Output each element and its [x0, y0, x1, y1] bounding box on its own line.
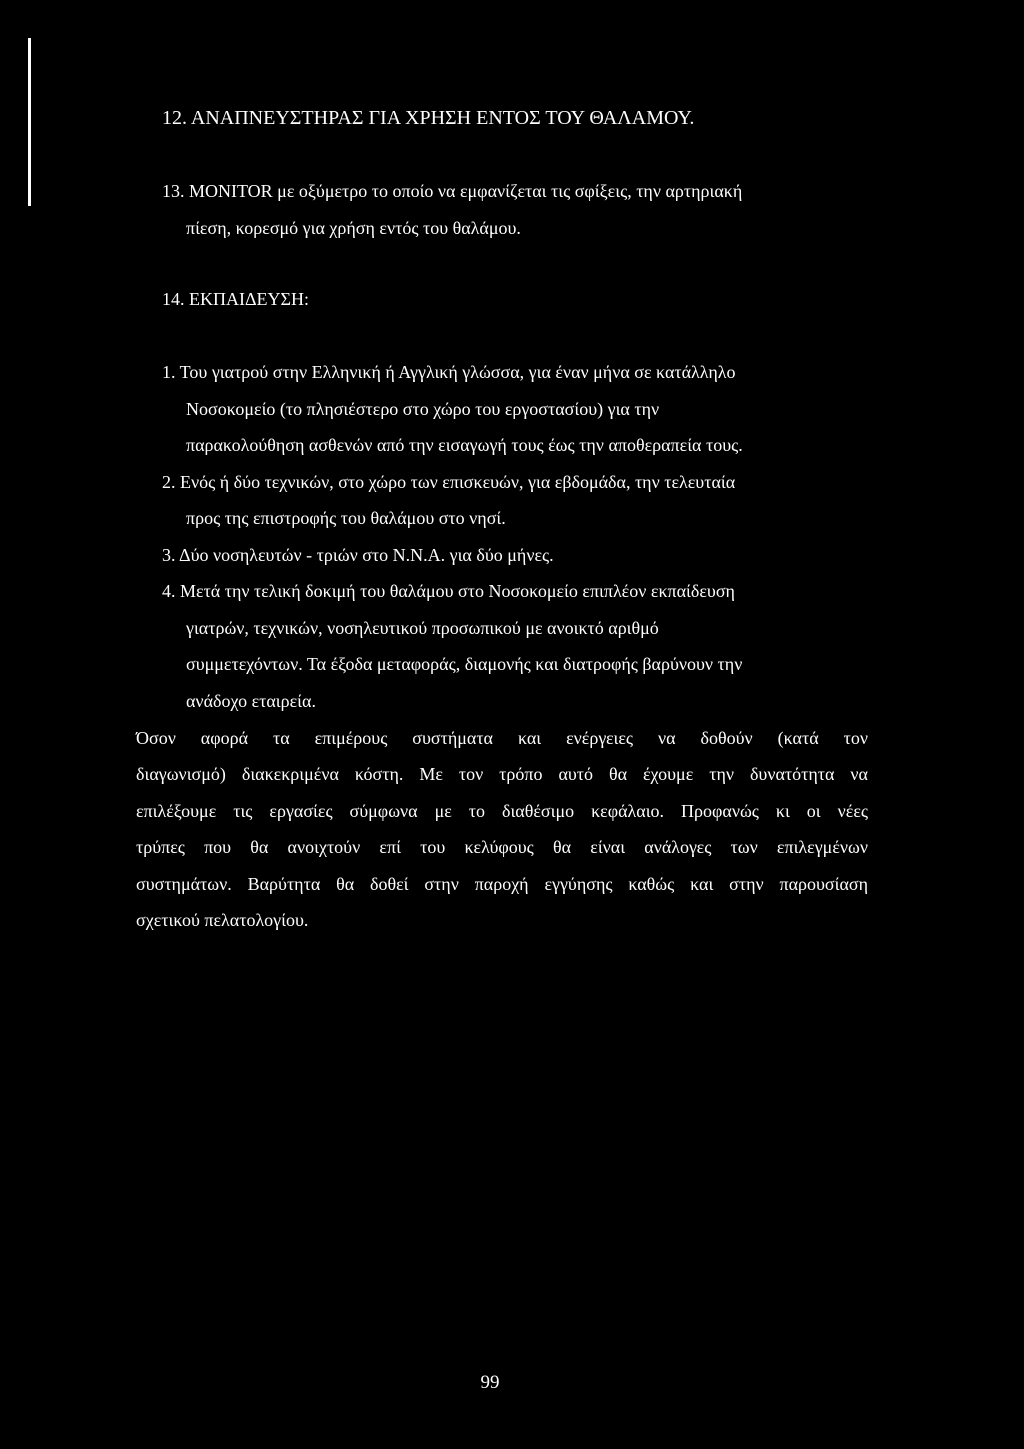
training-item-1-line-3: παρακολούθηση ασθενών από την εισαγωγή τους έως την αποθεραπεία τους. — [186, 435, 743, 455]
closing-paragraph-line-5: συστημάτων. Βαρύτητα θα δοθεί στην παροχή εγγύησης καθώς και στην παρουσίαση — [136, 874, 868, 894]
section-13-line-1: 13. MONITOR με οξύμετρο το οποίο να εμφανίζεται τις σφίξεις, την αρτηριακή — [162, 181, 743, 201]
section-12-heading: 12. ΑΝΑΠΝΕΥΣΤΗΡΑΣ ΓΙΑ ΧΡΗΣΗ ΕΝΤΟΣ ΤΟΥ ΘΑΛΑΜΟΥ. — [162, 107, 695, 129]
training-item-3-line-1: 3. Δύο νοσηλευτών - τριών στο Ν.Ν.Α. για δύο μήνες. — [162, 545, 554, 565]
closing-paragraph-line-1: Όσον αφορά τα επιμέρους συστήματα και ενέργειες να δοθούν (κατά τον — [136, 728, 868, 748]
closing-paragraph-line-4: τρύπες που θα ανοιχτούν επί του κελύφους θα είναι ανάλογες των επιλεγμένων — [136, 837, 868, 857]
training-item-1-line-2: Νοσοκομείο (το πλησιέστερο στο χώρο του εργοστασίου) για την — [186, 399, 660, 419]
training-item-1-line-1: 1. Του γιατρού στην Ελληνική ή Αγγλική γλώσσα, για έναν μήνα σε κατάλληλο — [162, 362, 736, 382]
training-item-2-line-1: 2. Ενός ή δύο τεχνικών, στο χώρο των επισκευών, για εβδομάδα, την τελευταία — [162, 472, 736, 492]
training-item-2-line-2: προς της επιστροφής του θαλάμου στο νησί. — [186, 508, 506, 528]
closing-paragraph-line-2: διαγωνισμό) διακεκριμένα κόστη. Με τον τρόπο αυτό θα έχουμε την δυνατότητα να — [136, 764, 868, 784]
closing-paragraph-line-3: επιλέξουμε τις εργασίες σύμφωνα με το διαθέσιμο κεφάλαιο. Προφανώς κι οι νέες — [136, 801, 868, 821]
training-item-4-line-3: συμμετεχόντων. Τα έξοδα μεταφοράς, διαμονής και διατροφής βαρύνουν την — [186, 654, 743, 674]
page-number: 99 — [480, 1372, 500, 1393]
section-14-title: 14. ΕΚΠΑΙΔΕΥΣΗ: — [162, 289, 310, 309]
section-13-line-2: πίεση, κορεσμό για χρήση εντός του θαλάμου. — [186, 218, 521, 238]
closing-paragraph-line-6: σχετικού πελατολογίου. — [136, 910, 309, 930]
margin-change-bar — [28, 38, 31, 206]
training-item-4-line-4: ανάδοχο εταιρεία. — [186, 691, 316, 711]
training-item-4-line-2: γιατρών, τεχνικών, νοσηλευτικού προσωπικού με ανοικτό αριθμό — [186, 618, 659, 638]
training-item-4-line-1: 4. Μετά την τελική δοκιμή του θαλάμου στο Νοσοκομείο επιπλέον εκπαίδευση — [162, 581, 735, 601]
